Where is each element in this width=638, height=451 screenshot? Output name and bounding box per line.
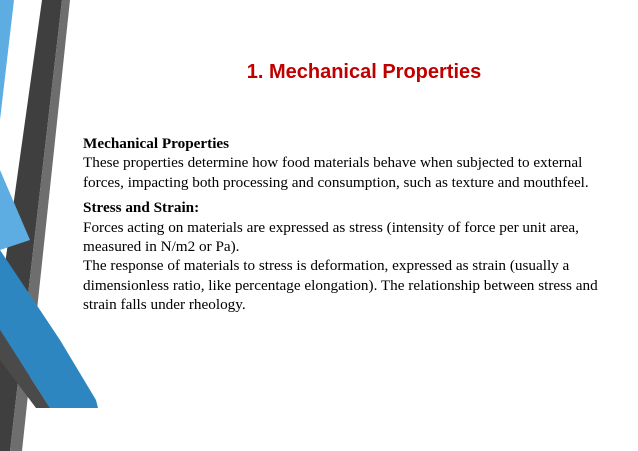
slide-content: [83, 134, 603, 315]
slide-title: 1. Mechanical Properties: [246, 61, 482, 83]
section-paragraph: These properties determine how food materials behave when subjected to external forces, impacting both processing and consumption, such as texture and mouthfeel.: [83, 154, 589, 191]
section-paragraph: The response of materials to stress is deformation, expressed as strain (usually a dimensionless ratio, like percentage elongation). The relationship between stress and strain falls under rheology.: [83, 257, 598, 314]
section-heading-stress-and-strain: Stress and Strain:: [83, 199, 200, 217]
section-paragraph: Forces acting on materials are expressed as stress (intensity of force per unit area, measured in N/m2 or Pa).: [83, 218, 579, 256]
section-heading-mechanical-properties: Mechanical Properties: [83, 135, 230, 152]
